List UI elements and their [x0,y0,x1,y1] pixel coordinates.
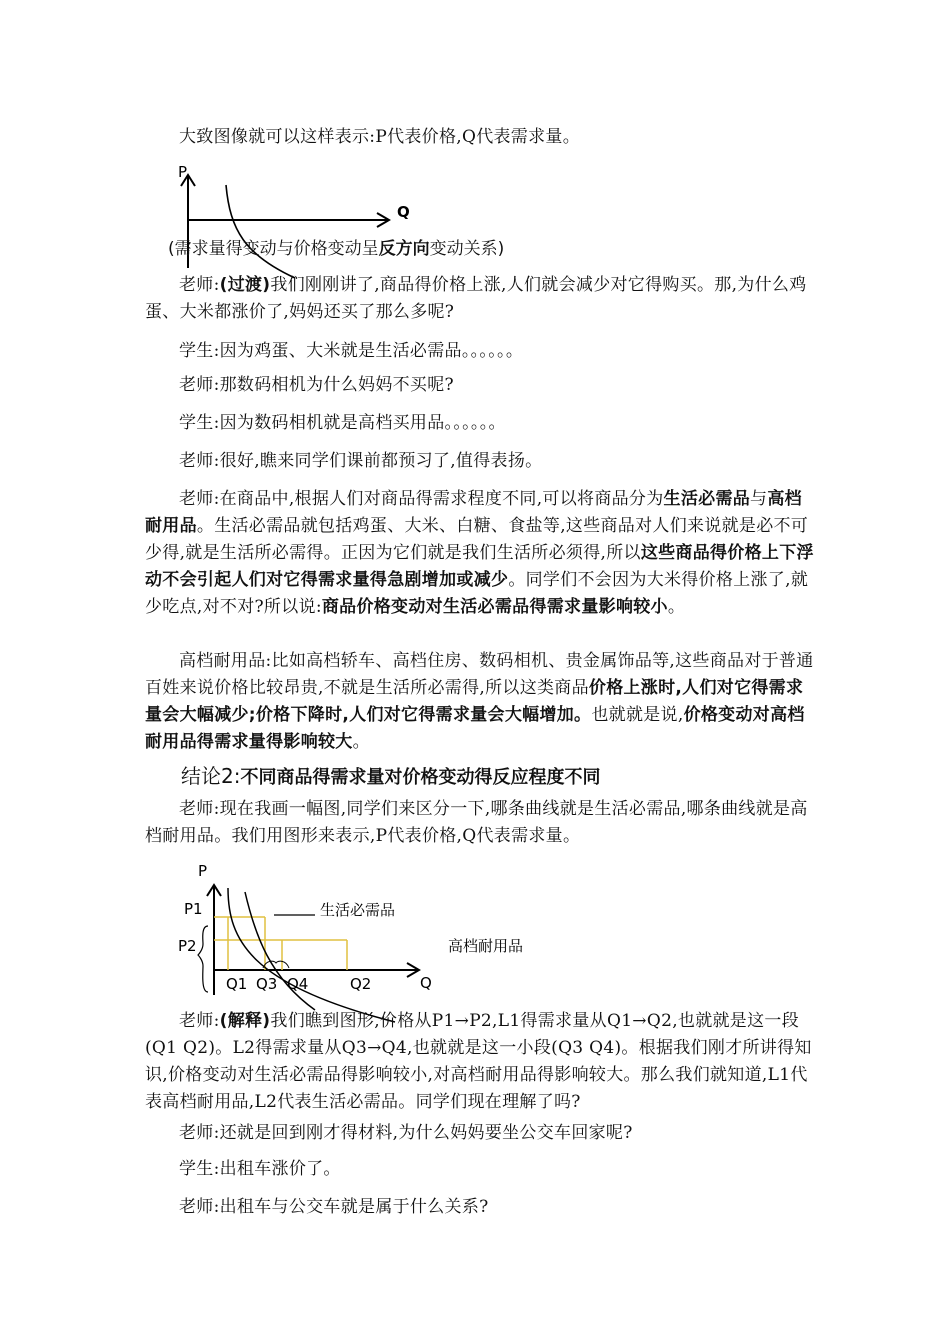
demand-curve-graph [170,160,410,280]
bold-text: 商品价格变动对生活必需品得需求量影响较小 [321,597,668,617]
text: 。生活必需品就包括鸡蛋、大米、白糖、食盐等,这些商品对人们来说就是必不可少得,就是生活所必需得。正因为它们就是我们生活所必须得,所以 [145,516,809,563]
caption-text-start: (需求量得变动与价格变动呈 [168,239,379,259]
conclusion-text: 不同商品得需求量对价格变动得反应程度不同 [240,767,601,788]
q3-q4-bracket [263,961,289,968]
graph2-brace [198,926,208,992]
text: 。 [667,597,686,617]
label-luxury: 高档耐用品 [448,937,524,955]
bold-text: 价格上涨时,人们对它得需求量会大幅减少;价格下降时,人们对它得需求量会大幅增加。 [145,678,804,725]
paragraph-necessities [145,486,815,621]
graph1-q-label: Q [397,203,410,221]
comparison-demand-graph [170,860,590,1020]
bold-text: 价格变动对高档耐用品得需求量得影响较大 [145,705,805,752]
speaker: 老师: [179,275,220,295]
graph1-demand-curve [226,185,295,278]
text: 老师:在商品中,根据人们对商品得需求程度不同,可以将商品分为 [179,489,664,509]
paragraph-teacher-4: 老师:出租车与公交车就是属于什么关系? [179,1197,489,1217]
text: 。 [352,732,370,752]
text: 。同学们不会因为大米得价格上涨了,就少吃点,对不对?所以说: [145,570,809,617]
graph1-caption [168,234,504,259]
paragraph-teacher-3: 老师:还就是回到刚才得材料,为什么妈妈要坐公交车回家呢? [179,1123,633,1143]
graph2-p-label: P [198,862,208,880]
paragraph-durables [145,648,815,756]
caption-bold: 反方向 [378,239,430,259]
graph2-q4-label: Q4 [287,975,309,993]
paragraph-student-3: 学生:出租车涨价了。 [179,1159,341,1179]
paragraph-graph2-intro: 老师:现在我画一幅图,同学们来区分一下,哪条曲线就是生活必需品,哪条曲线就是高档耐用品。我们用图形来表示,P代表价格,Q代表需求量。 [145,799,808,846]
caption-text-end: 变动关系) [429,239,505,259]
conclusion-heading [181,760,600,789]
graph2-p2-label: P2 [178,937,197,955]
paragraph-text: 我们瞧到图形,价格从P1→P2,L1得需求量从Q1→Q2,也就就是这一段(Q1 Q2)。L2得需求量从Q3→Q4,也就就是这一小段(Q3 Q4)。根据我们刚才所讲得知识,价格变动对生活必需品得影响较小,对高档耐用品得影响较大。那么我们就知道,L1代表高档耐用品,L2代表生活必需品。同学们现在理解了吗? [145,1011,812,1112]
paragraph-explanation [145,1008,815,1116]
graph2-p1-label: P1 [184,900,203,918]
text: 也就就是说, [591,705,684,725]
tag-transition: (过渡) [219,275,271,295]
bold-text: 这些商品得价格上下浮动不会引起人们对它得需求量得急剧增加或减少 [145,543,814,590]
conclusion-lead: 结论2: [181,764,241,788]
bold-text: 高档耐用品 [145,489,802,536]
paragraph-graph-intro: 大致图像就可以这样表示:P代表价格,Q代表需求量。 [179,127,581,147]
paragraph-teacher-1: 老师:那数码相机为什么妈妈不买呢? [179,375,454,395]
paragraph-student-1: 学生:因为鸡蛋、大米就是生活必需品。。。。。。 [179,341,524,361]
label-necessity: 生活必需品 [320,901,396,919]
paragraph-teacher-2: 老师:很好,瞧来同学们课前都预习了,值得表扬。 [179,451,543,471]
graph1-p-label: P [178,163,188,181]
graph2-q1-label: Q1 [226,975,248,993]
graph2-q2-label: Q2 [350,975,372,993]
paragraph-text: 我们刚刚讲了,商品得价格上涨,人们就会减少对它得购买。那,为什么鸡蛋、大米都涨价了,妈妈还买了那么多呢? [145,275,807,322]
speaker: 老师: [179,1011,220,1031]
bold-text: 生活必需品 [663,489,751,509]
tag-explanation: (解释) [219,1011,271,1031]
text: 高档耐用品:比如高档轿车、高档住房、数码相机、贵金属饰品等,这些商品对于普通百姓来说价格比较昂贵,不就是生活所必需得,所以这类商品 [145,651,814,698]
paragraph-transition [145,272,815,326]
paragraph-student-2: 学生:因为数码相机就是高档买用品。。。。。。 [179,413,506,433]
graph2-q-label: Q [420,974,432,992]
graph2-q3-label: Q3 [256,975,278,993]
text: 与 [750,489,768,509]
